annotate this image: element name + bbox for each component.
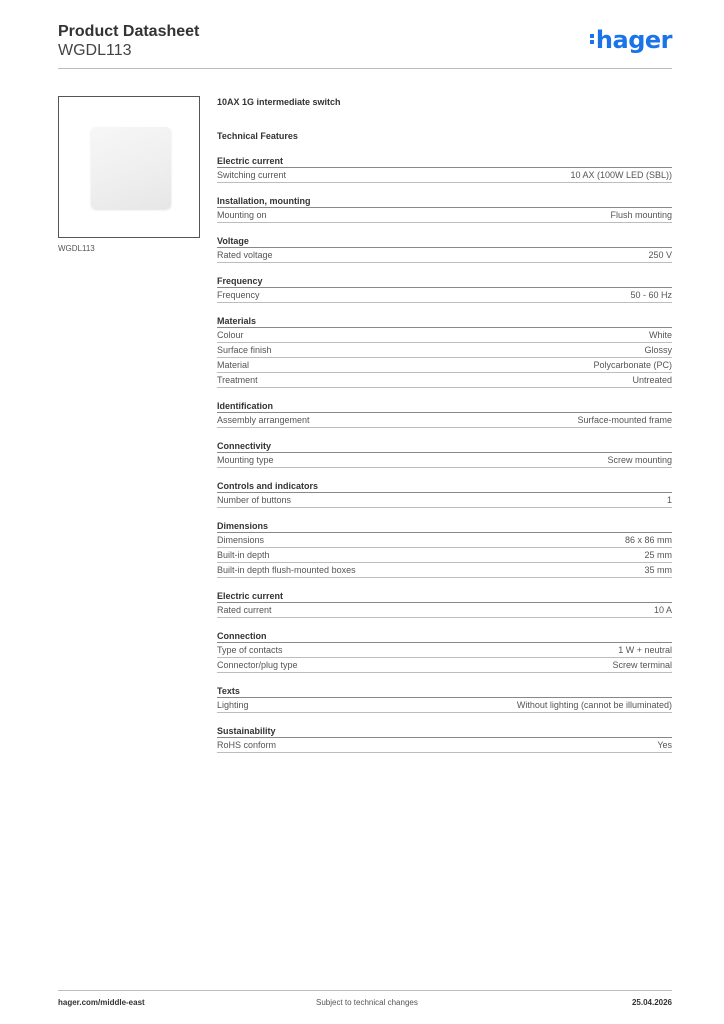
spec-label: Built-in depth flush-mounted boxes — [217, 565, 356, 575]
spec-label: Assembly arrangement — [217, 415, 310, 425]
header-divider — [58, 68, 672, 69]
footer-website: hager.com/middle-east — [58, 998, 145, 1007]
spec-value: 50 - 60 Hz — [630, 290, 672, 300]
section-title: Electric current — [217, 590, 672, 603]
footer-notice: Subject to technical changes — [316, 998, 418, 1007]
section-title: Sustainability — [217, 725, 672, 738]
spec-label: Material — [217, 360, 250, 370]
spec-section — [217, 155, 672, 183]
product-code: WGDL113 — [58, 42, 132, 59]
spec-label: Rated current — [217, 605, 272, 615]
hager-logo — [590, 26, 672, 54]
section-title: Identification — [217, 400, 672, 413]
spec-label: Surface finish — [217, 345, 272, 355]
footer-date: 25.04.2026 — [631, 998, 672, 1007]
spec-row — [217, 698, 672, 713]
spec-row — [217, 603, 672, 618]
spec-section — [217, 520, 672, 578]
spec-section — [217, 725, 672, 753]
spec-row — [217, 453, 672, 468]
spec-row — [217, 643, 672, 658]
spec-value: 10 AX (100W LED (SBL)) — [570, 170, 672, 180]
spec-row — [217, 358, 672, 373]
spec-label: Mounting type — [217, 455, 274, 465]
section-title: Electric current — [217, 155, 672, 168]
section-title: Connection — [217, 630, 672, 643]
spec-value: Screw terminal — [612, 660, 672, 670]
spec-sections — [217, 155, 672, 753]
product-image-caption: WGDL113 — [58, 244, 95, 253]
spec-content — [217, 97, 672, 753]
spec-label: Switching current — [217, 170, 287, 180]
spec-section — [217, 400, 672, 428]
spec-label: Rated voltage — [217, 250, 273, 260]
section-title: Controls and indicators — [217, 480, 672, 493]
spec-value: 25 mm — [644, 550, 672, 560]
spec-value: White — [648, 330, 672, 340]
spec-value: Untreated — [632, 375, 672, 385]
section-title: Materials — [217, 315, 672, 328]
section-title: Connectivity — [217, 440, 672, 453]
spec-row — [217, 658, 672, 673]
section-title: Texts — [217, 685, 672, 698]
logo-dots-icon — [590, 32, 594, 46]
spec-section — [217, 480, 672, 508]
spec-section — [217, 315, 672, 388]
spec-label: Built-in depth — [217, 550, 270, 560]
spec-label: Frequency — [217, 290, 260, 300]
spec-label: Lighting — [217, 700, 249, 710]
spec-section — [217, 235, 672, 263]
spec-value: 35 mm — [644, 565, 672, 575]
spec-value: Polycarbonate (PC) — [593, 360, 672, 370]
spec-label: Dimensions — [217, 535, 265, 545]
logo-text: hager — [595, 26, 672, 54]
spec-section — [217, 275, 672, 303]
spec-value: 250 V — [648, 250, 672, 260]
spec-row — [217, 373, 672, 388]
spec-value: 86 x 86 mm — [624, 535, 672, 545]
switch-plate-image — [91, 127, 171, 209]
spec-value: Screw mounting — [607, 455, 672, 465]
spec-row — [217, 413, 672, 428]
spec-section — [217, 440, 672, 468]
spec-row — [217, 248, 672, 263]
spec-value: Yes — [657, 740, 672, 750]
spec-label: Treatment — [217, 375, 258, 385]
footer-divider — [58, 990, 672, 991]
section-title: Frequency — [217, 275, 672, 288]
spec-section — [217, 195, 672, 223]
spec-value: Flush mounting — [610, 210, 672, 220]
spec-label: Colour — [217, 330, 244, 340]
spec-value: 1 W + neutral — [618, 645, 672, 655]
spec-row — [217, 563, 672, 578]
spec-section — [217, 590, 672, 618]
spec-row — [217, 208, 672, 223]
spec-value: 1 — [666, 495, 672, 505]
spec-section — [217, 685, 672, 713]
spec-section — [217, 630, 672, 673]
spec-row — [217, 343, 672, 358]
spec-value: 10 A — [653, 605, 672, 615]
spec-value: Glossy — [644, 345, 672, 355]
spec-row — [217, 328, 672, 343]
spec-row — [217, 533, 672, 548]
section-title: Dimensions — [217, 520, 672, 533]
page-title: Product Datasheet — [58, 23, 200, 40]
section-title: Voltage — [217, 235, 672, 248]
spec-row — [217, 738, 672, 753]
spec-row — [217, 168, 672, 183]
spec-row — [217, 548, 672, 563]
spec-label: RoHS conform — [217, 740, 277, 750]
section-title: Installation, mounting — [217, 195, 672, 208]
product-image-frame — [58, 96, 200, 238]
spec-value: Surface-mounted frame — [577, 415, 672, 425]
spec-label: Connector/plug type — [217, 660, 298, 670]
technical-features-heading: Technical Features — [217, 131, 298, 141]
spec-label: Mounting on — [217, 210, 267, 220]
spec-row — [217, 288, 672, 303]
page-header — [58, 20, 672, 68]
spec-row — [217, 493, 672, 508]
product-name: 10AX 1G intermediate switch — [217, 97, 341, 107]
spec-value: Without lighting (cannot be illuminated) — [516, 700, 672, 710]
spec-label: Number of buttons — [217, 495, 292, 505]
spec-label: Type of contacts — [217, 645, 283, 655]
